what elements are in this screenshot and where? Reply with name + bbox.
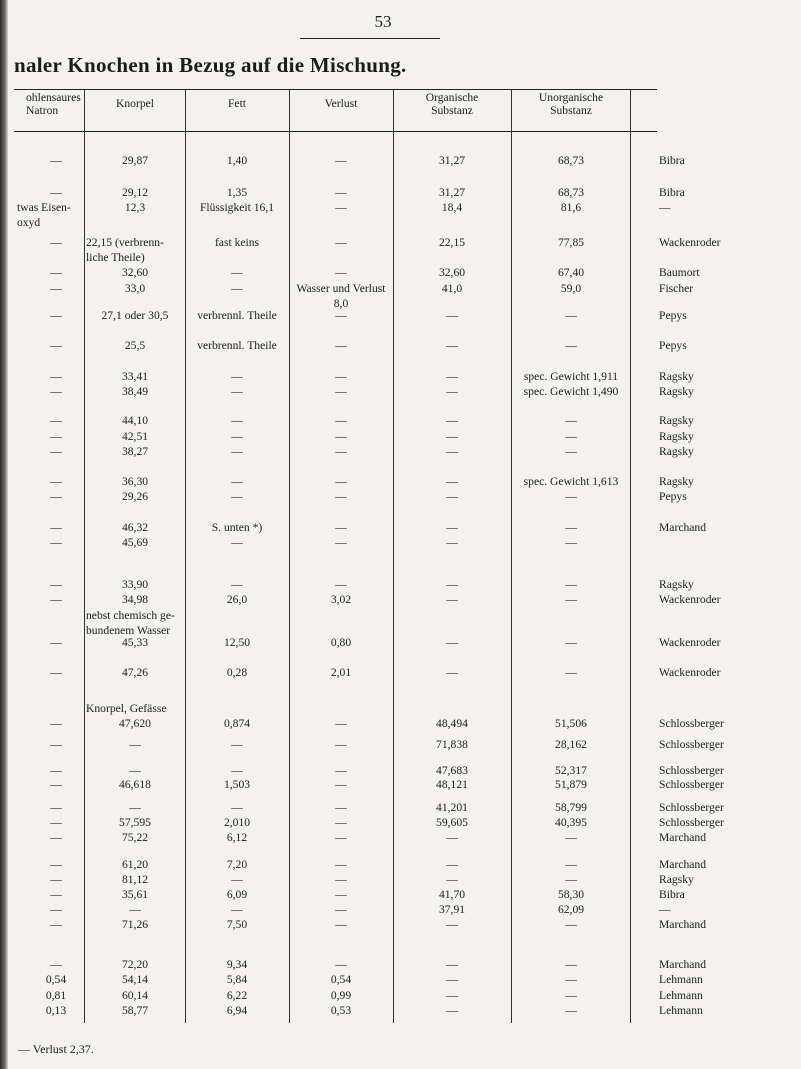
table-cell-c3: 0,874 (223, 717, 251, 730)
table-cell-c2: 25,5 (124, 339, 146, 352)
table-cell-c3: 7,50 (226, 918, 248, 931)
table-cell-c2: 27,1 oder 30,5 (101, 309, 169, 322)
table-cell-c3: — (231, 903, 243, 916)
table-cell-c6: — (565, 831, 577, 844)
table-cell-c3: — (231, 578, 243, 591)
table-cell-c1: 0,81 (45, 989, 67, 1002)
table-cell-c7: Schlossberger (659, 764, 724, 777)
table-cell-c5: 48,121 (436, 778, 468, 791)
table-cell-c5: — (446, 918, 458, 931)
table-cell-c5: — (446, 521, 458, 534)
table-cell-c5: 41,201 (436, 801, 468, 814)
column-header-c4: Verlust (324, 97, 358, 110)
table-cell-c2: 71,26 (121, 918, 149, 931)
table-cell-c1: — (50, 475, 62, 488)
table-cell-c4: — (335, 888, 347, 901)
table-cell-c4: — (335, 154, 347, 167)
table-cell-c7: Pepys (659, 490, 687, 503)
table-cell-c6: 58,799 (555, 801, 587, 814)
table-cell-c1: — (50, 370, 62, 383)
table-cell-c4: — (335, 578, 347, 591)
table-cell-c5: 41,0 (441, 282, 463, 295)
table-cell-c4: — (335, 873, 347, 886)
table-cell-c5: 32,60 (438, 266, 466, 279)
table-cell-c2: 32,60 (121, 266, 149, 279)
table-cell-c7: Schlossberger (659, 816, 724, 829)
table-cell-c1: — (50, 430, 62, 443)
table-cell-c2: 33,0 (124, 282, 146, 295)
table-cell-c2l: nebst chemisch ge- (86, 609, 175, 622)
table-cell-c4: — (335, 858, 347, 871)
table-cell-c1: — (50, 858, 62, 871)
table-cell-c5: — (446, 385, 458, 398)
table-cell-c2: 58,77 (121, 1004, 149, 1017)
table-cell-c6: 28,162 (555, 738, 587, 751)
table-cell-c2: 72,20 (121, 958, 149, 971)
table-cell-c4: — (335, 764, 347, 777)
table-cell-c7: Lehmann (659, 989, 703, 1002)
table-cell-c3: 6,22 (226, 989, 248, 1002)
table-cell-c5: 47,683 (436, 764, 468, 777)
table-cell-c1: — (50, 578, 62, 591)
column-header-c6: Unorganische (538, 91, 604, 104)
table-cell-c1: — (50, 764, 62, 777)
table-cell-c1: 0,13 (45, 1004, 67, 1017)
table-cell-c4: — (335, 475, 347, 488)
table-cell-c7: Schlossberger (659, 801, 724, 814)
table-cell-c4: — (335, 903, 347, 916)
table-cell-c7: Bibra (659, 154, 685, 167)
table-cell-c4: — (335, 370, 347, 383)
table-cell-c2: 38,49 (121, 385, 149, 398)
table-cell-c7: Lehmann (659, 973, 703, 986)
table-cell-c4: — (335, 201, 347, 214)
table-cell-c7: Pepys (659, 339, 687, 352)
table-cell-c2: 60,14 (121, 989, 149, 1002)
table-cell-c6: — (565, 445, 577, 458)
table-cell-c5: 37,91 (438, 903, 466, 916)
table-header-rule (14, 131, 657, 132)
table-cell-c6: — (565, 414, 577, 427)
table-cell-c4: — (335, 801, 347, 814)
table-cell-c4: — (335, 717, 347, 730)
table-cell-c1: — (50, 666, 62, 679)
table-cell-c1: — (50, 958, 62, 971)
table-cell-c1: — (50, 309, 62, 322)
table-cell-c1: — (50, 236, 62, 249)
table-cell-c2l: liche Theile) (86, 251, 145, 264)
table-cell-c3: 6,09 (226, 888, 248, 901)
table-cell-c3: 2,010 (223, 816, 251, 829)
table-cell-c5: — (446, 1004, 458, 1017)
table-cell-c3: — (231, 490, 243, 503)
table-cell-c4: 2,01 (330, 666, 352, 679)
table-cell-c1: — (50, 536, 62, 549)
table-cell-c6: — (565, 593, 577, 606)
book-spine-shadow (0, 0, 8, 1069)
table-cell-c4: — (335, 339, 347, 352)
column-header-c5: Substanz (431, 104, 473, 117)
table-cell-c6: — (565, 873, 577, 886)
table-cell-c7: Wackenroder (659, 593, 721, 606)
table-cell-c2: 45,69 (121, 536, 149, 549)
table-cell-c3: — (231, 445, 243, 458)
table-cell-c2: 46,32 (121, 521, 149, 534)
table-cell-c3: 9,34 (226, 958, 248, 971)
table-cell-c7: Wackenroder (659, 636, 721, 649)
table-cell-c2: 61,20 (121, 858, 149, 871)
table-cell-c5: 48,494 (436, 717, 468, 730)
table-cell-c3: 0,28 (226, 666, 248, 679)
table-cell-c5: — (446, 666, 458, 679)
table-cell-c5: — (446, 989, 458, 1002)
table-cell-c5: 31,27 (438, 186, 466, 199)
table-cell-c6: — (565, 958, 577, 971)
table-cell-c7: Ragsky (659, 475, 694, 488)
table-cell-c6: spec. Gewicht 1,490 (523, 385, 619, 398)
table-cell-c6: — (565, 666, 577, 679)
table-cell-c5: — (446, 414, 458, 427)
table-cell-c2: 46,618 (119, 778, 151, 791)
table-cell-c3: 26,0 (226, 593, 248, 606)
table-cell-c7: Lehmann (659, 1004, 703, 1017)
table-cell-c6: 68,73 (557, 154, 585, 167)
table-cell-c4: — (335, 778, 347, 791)
table-cell-c6: — (565, 973, 577, 986)
table-cell-c1: — (50, 266, 62, 279)
table-cell-c7: Ragsky (659, 414, 694, 427)
table-cell-c3: 6,94 (226, 1004, 248, 1017)
table-cell-c2: 47,620 (119, 717, 151, 730)
table-cell-c7: Marchand (659, 918, 706, 931)
table-cell-c1: — (50, 903, 62, 916)
table-cell-c1: — (50, 738, 62, 751)
table-cell-c7: Fischer (659, 282, 694, 295)
table-cell-c5: — (446, 636, 458, 649)
table-cell-c2: 38,27 (121, 445, 149, 458)
table-cell-c2: 36,30 (121, 475, 149, 488)
table-cell-c3: 7,20 (226, 858, 248, 871)
table-cell-c3: 1,40 (226, 154, 248, 167)
table-cell-c1: — (50, 186, 62, 199)
table-cell-c1: — (50, 385, 62, 398)
table-cell-c7: — (659, 903, 671, 916)
table-cell-c1l: oxyd (17, 216, 41, 229)
table-cell-c6: — (565, 858, 577, 871)
table-cell-c7: Baumort (659, 266, 700, 279)
table-cell-c5: — (446, 370, 458, 383)
table-cell-c6: 40,395 (555, 816, 587, 829)
table-cell-c2: 57,595 (119, 816, 151, 829)
table-cell-c2l: bundenem Wasser (86, 624, 171, 637)
table-cell-c3: 1,35 (226, 186, 248, 199)
table-cell-c1: — (50, 801, 62, 814)
table-cell-c6: — (565, 339, 577, 352)
table-cell-c4: — (335, 266, 347, 279)
table-cell-c3: 5,84 (226, 973, 248, 986)
footnote: — Verlust 2,37. (18, 1042, 94, 1056)
table-cell-c5: — (446, 873, 458, 886)
table-cell-c6: — (565, 989, 577, 1002)
table-cell-c2: — (129, 903, 141, 916)
column-header-c5: Organische (425, 91, 479, 104)
table-cell-c4: — (335, 186, 347, 199)
column-divider (84, 89, 85, 1023)
table-cell-c1: — (50, 888, 62, 901)
table-cell-c3: — (231, 414, 243, 427)
table-cell-c6: 52,317 (555, 764, 587, 777)
column-header-c3: Fett (227, 97, 247, 110)
table-cell-c6: 81,6 (560, 201, 582, 214)
table-cell-c2: 33,90 (121, 578, 149, 591)
table-cell-c6: 68,73 (557, 186, 585, 199)
table-cell-c2: 33,41 (121, 370, 149, 383)
table-cell-c7: Marchand (659, 521, 706, 534)
table-cell-c2: 42,51 (121, 430, 149, 443)
table-cell-c2: 35,61 (121, 888, 149, 901)
table-cell-c5: 71,838 (436, 738, 468, 751)
table-cell-c6: — (565, 490, 577, 503)
table-cell-c4: — (335, 521, 347, 534)
column-header-c1: Natron (26, 104, 59, 117)
table-cell-c3: 6,12 (226, 831, 248, 844)
table-cell-c5: — (446, 578, 458, 591)
table-heading: naler Knochen in Bezug auf die Mischung. (14, 53, 407, 77)
table-cell-c5: — (446, 593, 458, 606)
table-cell-c3: verbrennl. Theile (197, 309, 277, 322)
table-cell-c7: Marchand (659, 831, 706, 844)
table-cell-c4: — (335, 430, 347, 443)
table-cell-c2l: Knorpel, Gefässe (86, 702, 167, 715)
table-cell-c7: Ragsky (659, 578, 694, 591)
table-cell-c2: 81,12 (121, 873, 149, 886)
column-divider (630, 89, 631, 1023)
table-cell-c4: — (335, 816, 347, 829)
table-cell-c3: verbrennl. Theile (197, 339, 277, 352)
table-top-rule (14, 89, 657, 90)
table-cell-c6: 59,0 (560, 282, 582, 295)
table-cell-c1: — (50, 918, 62, 931)
table-cell-c3: — (231, 475, 243, 488)
page-number-rule (300, 38, 440, 39)
table-cell-c7: Bibra (659, 186, 685, 199)
table-cell-c6: — (565, 636, 577, 649)
table-cell-c1: — (50, 778, 62, 791)
table-cell-c5: — (446, 831, 458, 844)
table-cell-c7: Schlossberger (659, 738, 724, 751)
table-cell-c1: 0,54 (45, 973, 67, 986)
table-cell-c6: 51,506 (555, 717, 587, 730)
table-cell-c6: spec. Gewicht 1,613 (523, 475, 619, 488)
table-cell-c2: 29,12 (121, 186, 149, 199)
table-cell-c3: — (231, 430, 243, 443)
table-cell-c5: 41,70 (438, 888, 466, 901)
table-cell-c7: Schlossberger (659, 778, 724, 791)
table-cell-c4: — (335, 536, 347, 549)
table-cell-c2: — (129, 801, 141, 814)
table-cell-c3: — (231, 801, 243, 814)
table-cell-c4: — (335, 738, 347, 751)
table-cell-c5: — (446, 339, 458, 352)
table-cell-c1: — (50, 521, 62, 534)
table-cell-c3: — (231, 738, 243, 751)
table-cell-c3: — (231, 370, 243, 383)
table-cell-c6: — (565, 536, 577, 549)
table-cell-c2: 34,98 (121, 593, 149, 606)
table-cell-c1: — (50, 636, 62, 649)
table-cell-c1: — (50, 282, 62, 295)
table-cell-c2: — (129, 764, 141, 777)
table-cell-c6: spec. Gewicht 1,911 (523, 370, 619, 383)
table-cell-c4: — (335, 958, 347, 971)
table-cell-c7: Ragsky (659, 873, 694, 886)
table-cell-c6: 58,30 (557, 888, 585, 901)
table-cell-c6: 51,879 (555, 778, 587, 791)
table-cell-c2: 29,26 (121, 490, 149, 503)
table-cell-c6: — (565, 309, 577, 322)
table-cell-c1: — (50, 154, 62, 167)
table-cell-c3: fast keins (214, 236, 260, 249)
table-cell-c1: — (50, 339, 62, 352)
table-cell-c5: 22,15 (438, 236, 466, 249)
table-cell-c6: — (565, 521, 577, 534)
table-cell-c2: 54,14 (121, 973, 149, 986)
table-cell-c4: 0,54 (330, 973, 352, 986)
page-number: 53 (374, 12, 392, 31)
table-cell-c3: — (231, 282, 243, 295)
table-cell-c4: Wasser und Verlust (296, 282, 386, 295)
table-cell-c7: Ragsky (659, 370, 694, 383)
table-cell-c2: 75,22 (121, 831, 149, 844)
table-cell-c7: Wackenroder (659, 236, 721, 249)
table-cell-c4: — (335, 414, 347, 427)
table-cell-c3: 12,50 (223, 636, 251, 649)
table-cell-c5: 18,4 (441, 201, 463, 214)
table-cell-c3: 1,503 (223, 778, 251, 791)
table-cell-c4: 0,80 (330, 636, 352, 649)
table-cell-c7: Schlossberger (659, 717, 724, 730)
table-cell-c7: Ragsky (659, 385, 694, 398)
table-cell-c6: — (565, 430, 577, 443)
table-cell-c6: — (565, 918, 577, 931)
table-cell-c7: Marchand (659, 858, 706, 871)
table-cell-c4: 3,02 (330, 593, 352, 606)
table-cell-c5: 59,605 (436, 816, 468, 829)
table-cell-c7: — (659, 201, 671, 214)
table-cell-c3: — (231, 385, 243, 398)
column-header-c1: ohlensaures (26, 91, 81, 104)
table-cell-c2: 44,10 (121, 414, 149, 427)
table-cell-c5: — (446, 475, 458, 488)
table-cell-c4: 0,53 (330, 1004, 352, 1017)
table-cell-c6: 77,85 (557, 236, 585, 249)
table-cell-c1: — (50, 717, 62, 730)
table-cell-c3: S. unten *) (211, 521, 263, 534)
table-cell-c1: — (50, 873, 62, 886)
table-cell-c2: 29,87 (121, 154, 149, 167)
table-cell-c1: — (50, 593, 62, 606)
table-cell-c6: 67,40 (557, 266, 585, 279)
table-cell-c4: 0,99 (330, 989, 352, 1002)
table-cell-c7: Bibra (659, 888, 685, 901)
table-cell-c1l: twas Eisen- (17, 201, 71, 214)
table-cell-c4: — (335, 309, 347, 322)
table-cell-c5: — (446, 430, 458, 443)
table-cell-c3: — (231, 266, 243, 279)
table-cell-c5: — (446, 973, 458, 986)
table-cell-c5: 31,27 (438, 154, 466, 167)
table-cell-c5: — (446, 445, 458, 458)
table-cell-c4: — (335, 831, 347, 844)
table-cell-c4: — (335, 236, 347, 249)
table-cell-c3: — (231, 873, 243, 886)
table-cell-c4: — (335, 445, 347, 458)
table-cell-c4: — (335, 490, 347, 503)
table-cell-c2: — (129, 738, 141, 751)
table-cell-c7: Pepys (659, 309, 687, 322)
table-cell-c7: Marchand (659, 958, 706, 971)
table-cell-c3: Flüssigkeit 16,1 (199, 201, 275, 214)
table-cell-c2: 47,26 (121, 666, 149, 679)
table-cell-c3: — (231, 536, 243, 549)
column-header-c6: Substanz (550, 104, 592, 117)
table-cell-c1: — (50, 445, 62, 458)
table-cell-c4: — (335, 385, 347, 398)
table-cell-c2: 45,33 (121, 636, 149, 649)
table-cell-c7: Ragsky (659, 430, 694, 443)
table-cell-c5: — (446, 309, 458, 322)
table-cell-c1: — (50, 831, 62, 844)
table-cell-c7: Wackenroder (659, 666, 721, 679)
table-cell-c4: — (335, 918, 347, 931)
table-cell-c6: — (565, 578, 577, 591)
table-cell-c3: — (231, 764, 243, 777)
table-cell-c5: — (446, 490, 458, 503)
table-cell-c6: — (565, 1004, 577, 1017)
table-cell-c1: — (50, 490, 62, 503)
table-cell-c4: 8,0 (333, 297, 349, 310)
table-cell-c5: — (446, 858, 458, 871)
table-cell-c5: — (446, 958, 458, 971)
table-cell-c1: — (50, 816, 62, 829)
table-cell-c2: 12,3 (124, 201, 146, 214)
table-cell-c5: — (446, 536, 458, 549)
column-header-c2: Knorpel (116, 97, 154, 110)
table-cell-c2l: 22,15 (verbrenn- (86, 236, 164, 249)
table-cell-c1: — (50, 414, 62, 427)
table-cell-c7: Ragsky (659, 445, 694, 458)
table-cell-c6: 62,09 (557, 903, 585, 916)
